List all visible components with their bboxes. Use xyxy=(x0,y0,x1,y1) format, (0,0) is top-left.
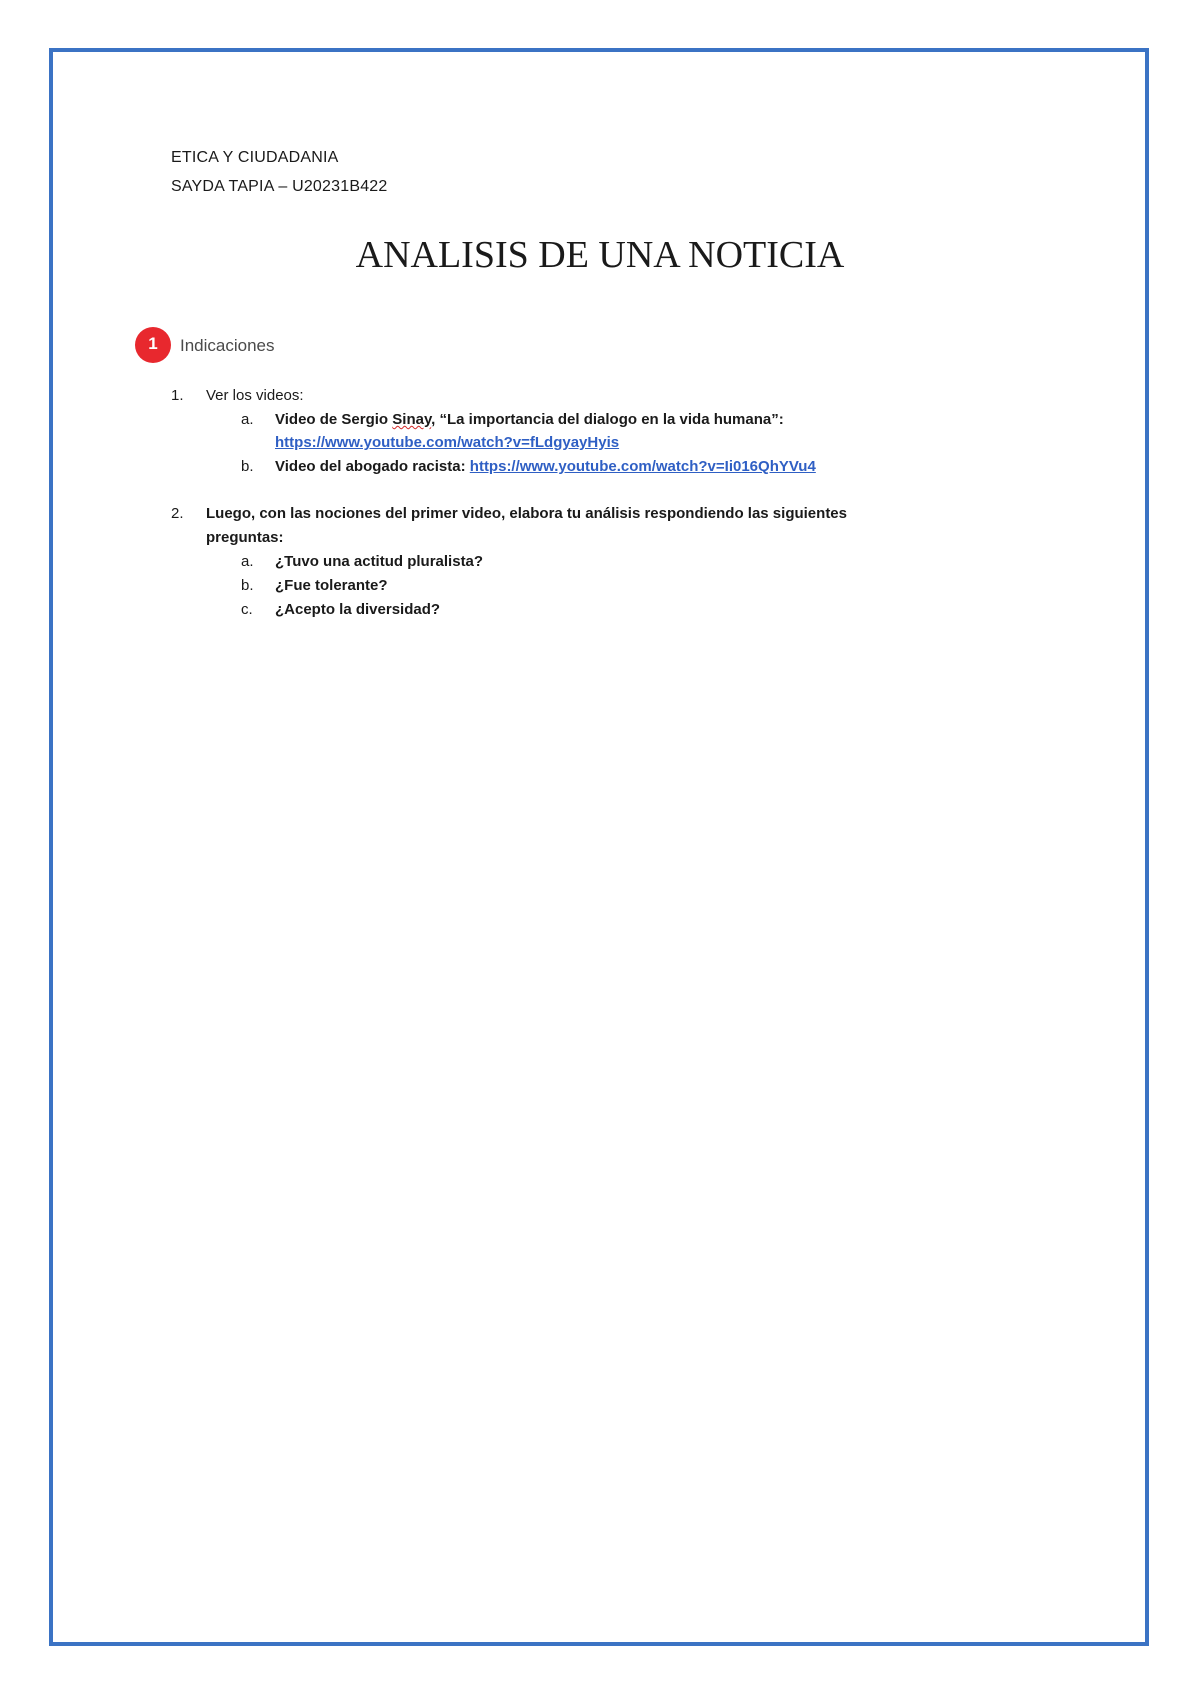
item-number: 2. xyxy=(171,505,184,522)
page-border xyxy=(49,48,1149,1646)
item-text: Ver los videos: xyxy=(206,387,304,404)
subitem-letter: b. xyxy=(241,458,254,475)
subitem-letter: b. xyxy=(241,577,254,594)
question-text: ¿Acepto la diversidad? xyxy=(275,601,441,618)
question-text: ¿Fue tolerante? xyxy=(275,577,388,594)
subitem-letter: c. xyxy=(241,601,253,618)
spellcheck-word: Sinay xyxy=(392,411,432,428)
section-number-badge: 1 xyxy=(135,327,171,363)
subitem-letter: a. xyxy=(241,553,254,570)
question-text: ¿Tuvo una actitud pluralista? xyxy=(275,553,484,570)
item-text: Luego, con las nociones del primer video, elabora tu análisis respondiendo las siguientes xyxy=(206,505,847,522)
page-title: ANALISIS DE UNA NOTICIA xyxy=(355,234,845,276)
subitem-text: Video de Sergio Sinay, “La importancia del dialogo en la vida humana”: xyxy=(275,411,784,428)
video-link[interactable]: https://www.youtube.com/watch?v=fLdgyayHyis xyxy=(275,434,620,451)
video-link[interactable]: https://www.youtube.com/watch?v=Ii016QhYVu4 xyxy=(469,458,816,475)
section-label: Indicaciones xyxy=(180,336,275,355)
item-text-continued: preguntas: xyxy=(206,529,284,546)
student-name: SAYDA TAPIA – U20231B422 xyxy=(171,178,388,195)
item-number: 1. xyxy=(171,387,184,404)
subitem-letter: a. xyxy=(241,411,254,428)
course-name: ETICA Y CIUDADANIA xyxy=(171,149,339,166)
subitem-text: Video del abogado racista: https://www.youtube.com/watch?v=Ii016QhYVu4 xyxy=(275,458,816,475)
